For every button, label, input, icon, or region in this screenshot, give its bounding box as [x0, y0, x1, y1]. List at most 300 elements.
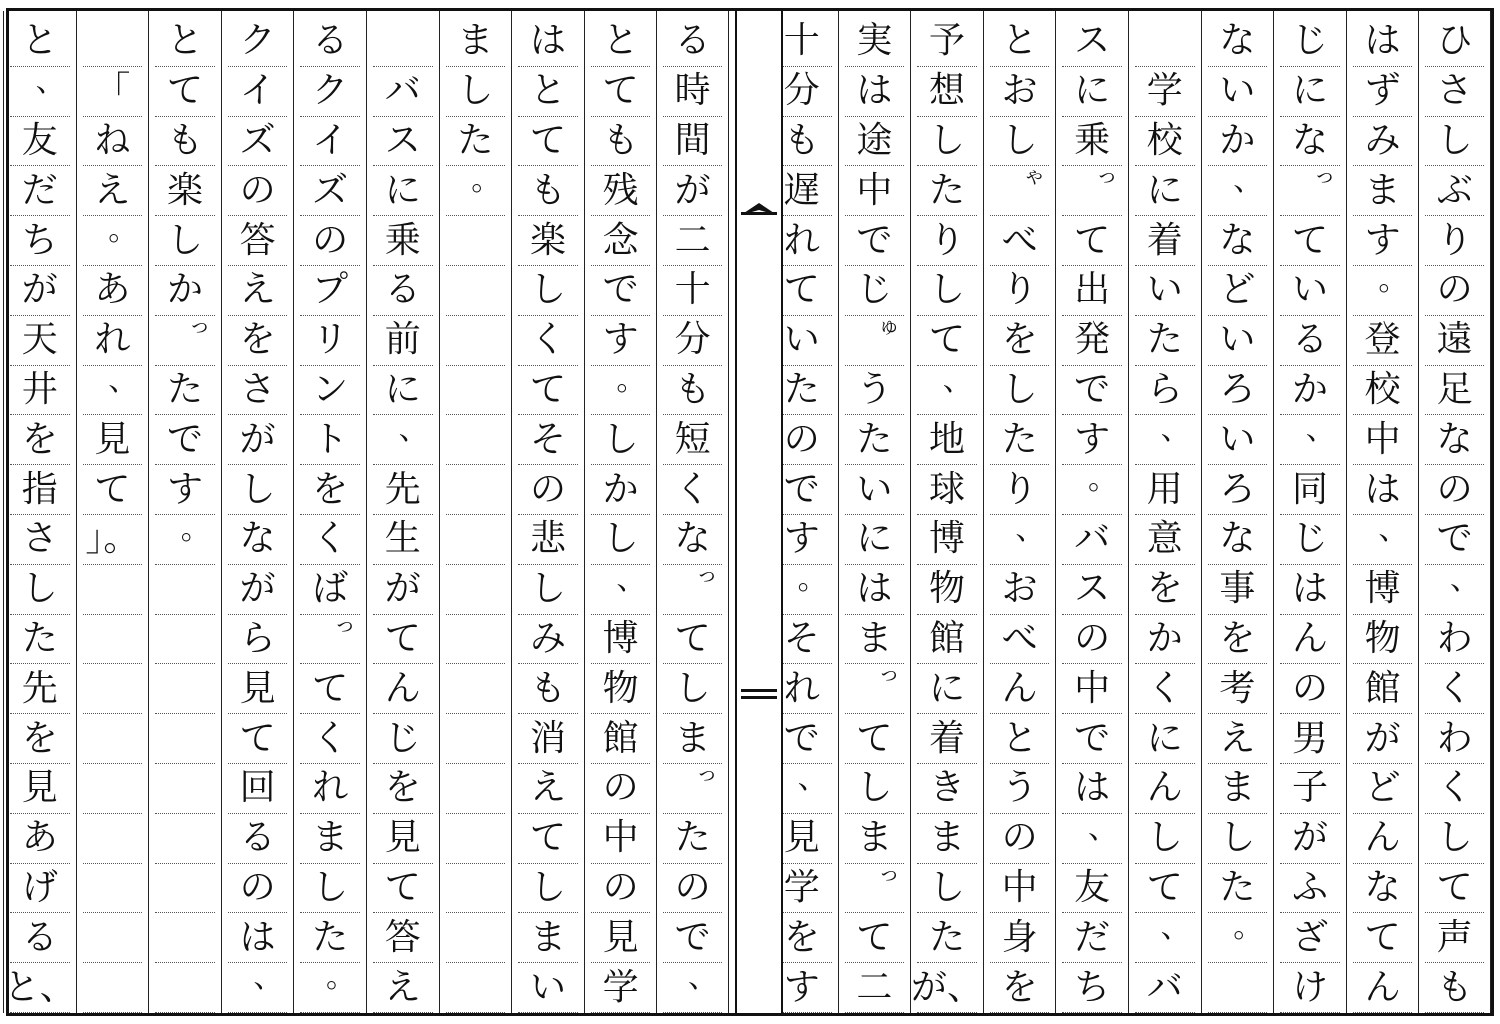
- manuscript-cell: を: [772, 913, 832, 963]
- manuscript-cell: ス: [1062, 17, 1122, 67]
- manuscript-cell: て: [1062, 216, 1122, 266]
- manuscript-cell: さ: [10, 515, 70, 565]
- manuscript-cell: 博: [1353, 565, 1413, 615]
- manuscript-cell: を: [228, 316, 288, 366]
- manuscript-cell: [446, 415, 506, 465]
- manuscript-cell: 着: [1135, 216, 1195, 266]
- manuscript-cell: 物: [1353, 615, 1413, 665]
- manuscript-cell: [446, 913, 506, 963]
- manuscript-cell: く: [518, 316, 578, 366]
- manuscript-cell: る: [228, 814, 288, 864]
- manuscript-cell: 先: [10, 664, 70, 714]
- manuscript-cell: 、: [1208, 166, 1268, 216]
- manuscript-cell: い: [772, 316, 832, 366]
- manuscript-cell: 、: [990, 515, 1050, 565]
- manuscript-cell: た: [446, 117, 506, 167]
- manuscript-cell: [83, 714, 143, 764]
- manuscript-column: [1055, 11, 1128, 1013]
- manuscript-cell: だ: [1062, 913, 1122, 963]
- manuscript-cell: ク: [228, 17, 288, 67]
- manuscript-cell: ま: [1353, 166, 1413, 216]
- manuscript-cell: な: [1208, 17, 1268, 67]
- manuscript-cell: て: [845, 913, 905, 963]
- manuscript-cell: 途: [845, 117, 905, 167]
- manuscript-cell: か: [591, 465, 651, 515]
- manuscript-cell: そ: [518, 415, 578, 465]
- manuscript-cell: て: [228, 714, 288, 764]
- manuscript-cell: 館: [591, 714, 651, 764]
- manuscript-cell: [83, 17, 143, 67]
- manuscript-cell: し: [1208, 814, 1268, 864]
- manuscript-cell: も: [155, 117, 215, 167]
- manuscript-cell: 答: [373, 913, 433, 963]
- manuscript-cell: た: [772, 366, 832, 416]
- manuscript-cell: ふ: [1280, 864, 1340, 914]
- manuscript-cell: 分: [772, 67, 832, 117]
- manuscript-cell: て: [1135, 864, 1195, 914]
- manuscript-cell: リ: [300, 316, 360, 366]
- manuscript-cell: て: [591, 67, 651, 117]
- manuscript-cell: で: [772, 714, 832, 764]
- fold-mark-icon: [741, 203, 777, 215]
- manuscript-cell: 見: [772, 814, 832, 864]
- center-gutter: [735, 11, 783, 1013]
- manuscript-cell: 楽: [155, 166, 215, 216]
- manuscript-cell: じ: [373, 714, 433, 764]
- manuscript-cell: な: [1280, 117, 1340, 167]
- manuscript-cell: 回: [228, 764, 288, 814]
- manuscript-cell: る: [300, 17, 360, 67]
- manuscript-cell: ん: [1353, 963, 1413, 1013]
- manuscript-cell: ま: [446, 17, 506, 67]
- manuscript-cell: ろ: [1208, 465, 1268, 515]
- manuscript-cell: ち: [1062, 963, 1122, 1013]
- manuscript-cell: 学: [591, 963, 651, 1013]
- manuscript-cell: [155, 664, 215, 714]
- manuscript-cell: え: [373, 963, 433, 1013]
- manuscript-cell: っ: [663, 764, 722, 814]
- manuscript-cell: と: [10, 17, 70, 67]
- manuscript-cell: な: [228, 515, 288, 565]
- manuscript-cell: り: [990, 465, 1050, 515]
- manuscript-cell: ま: [518, 913, 578, 963]
- manuscript-cell: て: [83, 465, 143, 515]
- manuscript-cell: ま: [1208, 764, 1268, 814]
- manuscript-cell: 。: [1208, 913, 1268, 963]
- manuscript-cell: と: [990, 714, 1050, 764]
- manuscript-cell: [446, 465, 506, 515]
- manuscript-cell: く: [663, 465, 722, 515]
- manuscript-cell: し: [446, 67, 506, 117]
- manuscript-cell: [83, 864, 143, 914]
- manuscript-cell: 想: [917, 67, 977, 117]
- manuscript-cell: 中: [591, 814, 651, 864]
- manuscript-cell: ど: [1353, 764, 1413, 814]
- manuscript-column: [1418, 11, 1491, 1013]
- manuscript-cell: っ: [300, 615, 360, 665]
- manuscript-cell: に: [917, 664, 977, 714]
- manuscript-cell: [446, 266, 506, 316]
- manuscript-cell: 実: [845, 17, 905, 67]
- manuscript-cell: り: [990, 266, 1050, 316]
- manuscript-cell: り: [917, 216, 977, 266]
- manuscript-cell: 見: [373, 814, 433, 864]
- manuscript-cell: プ: [300, 266, 360, 316]
- manuscript-column: [1201, 11, 1274, 1013]
- manuscript-cell: と: [155, 17, 215, 67]
- manuscript-cell: 出: [1062, 266, 1122, 316]
- manuscript-cell: 、: [1135, 415, 1195, 465]
- manuscript-cell: [446, 565, 506, 615]
- manuscript-cell: し: [917, 864, 977, 914]
- manuscript-cell: れ: [772, 216, 832, 266]
- manuscript-cell: 、: [1353, 515, 1413, 565]
- manuscript-cell: [83, 565, 143, 615]
- manuscript-cell: し: [300, 864, 360, 914]
- manuscript-cell: か: [155, 266, 215, 316]
- manuscript-cell: は: [845, 565, 905, 615]
- manuscript-cell: し: [917, 266, 977, 316]
- manuscript-column: [3, 11, 76, 1013]
- manuscript-cell: え: [1208, 714, 1268, 764]
- manuscript-cell: 用: [1135, 465, 1195, 515]
- manuscript-cell: け: [1280, 963, 1340, 1013]
- manuscript-cell: た: [1208, 864, 1268, 914]
- manuscript-cell: ス: [373, 117, 433, 167]
- manuscript-cell: 球: [917, 465, 977, 515]
- manuscript-cell: [1208, 963, 1268, 1013]
- manuscript-cell: は: [1353, 17, 1413, 67]
- manuscript-cell: は: [1353, 465, 1413, 515]
- manuscript-cell: 。: [155, 515, 215, 565]
- manuscript-cell: 男: [1280, 714, 1340, 764]
- manuscript-cell: 」。: [83, 515, 143, 565]
- manuscript-cell: じ: [845, 266, 905, 316]
- manuscript-cell: ん: [1135, 764, 1195, 814]
- manuscript-cell: て: [518, 814, 578, 864]
- manuscript-cell: い: [1208, 415, 1268, 465]
- manuscript-cell: 、: [1135, 913, 1195, 963]
- manuscript-cell: て: [373, 864, 433, 914]
- manuscript-cell: し: [518, 266, 578, 316]
- manuscript-cell: れ: [772, 664, 832, 714]
- manuscript-cell: 館: [1353, 664, 1413, 714]
- manuscript-cell: く: [300, 515, 360, 565]
- manuscript-cell: 。: [772, 565, 832, 615]
- manuscript-cell: 。: [446, 166, 506, 216]
- manuscript-cell: 同: [1280, 465, 1340, 515]
- manuscript-cell: 登: [1353, 316, 1413, 366]
- manuscript-cell: 間: [663, 117, 722, 167]
- manuscript-cell: す: [1353, 216, 1413, 266]
- manuscript-cell: た: [845, 415, 905, 465]
- manuscript-cell: て: [917, 316, 977, 366]
- manuscript-cell: す: [772, 515, 832, 565]
- manuscript-column: [76, 11, 149, 1013]
- manuscript-cell: 校: [1135, 117, 1195, 167]
- manuscript-cell: み: [518, 615, 578, 665]
- manuscript-cell: 考: [1208, 664, 1268, 714]
- manuscript-cell: バ: [1062, 515, 1122, 565]
- manuscript-cell: ろ: [1208, 366, 1268, 416]
- manuscript-cell: も: [591, 117, 651, 167]
- manuscript-cell: も: [1425, 963, 1484, 1013]
- manuscript-cell: 。: [1353, 266, 1413, 316]
- manuscript-cell: ま: [845, 615, 905, 665]
- manuscript-cell: と: [990, 17, 1050, 67]
- manuscript-cell: も: [772, 117, 832, 167]
- manuscript-cell: [446, 963, 506, 1013]
- manuscript-cell: 「: [83, 67, 143, 117]
- manuscript-cell: の: [518, 465, 578, 515]
- manuscript-cell: を: [10, 714, 70, 764]
- manuscript-cell: の: [663, 864, 722, 914]
- manuscript-cell: 発: [1062, 316, 1122, 366]
- manuscript-cell: し: [591, 515, 651, 565]
- manuscript-cell: た: [155, 366, 215, 416]
- manuscript-cell: ん: [990, 664, 1050, 714]
- manuscript-cell: 短: [663, 415, 722, 465]
- manuscript-cell: 予: [917, 17, 977, 67]
- manuscript-cell: で: [845, 216, 905, 266]
- manuscript-cell: 前: [373, 316, 433, 366]
- manuscript-cell: で: [772, 465, 832, 515]
- manuscript-cell: [155, 615, 215, 665]
- manuscript-cell: に: [373, 166, 433, 216]
- manuscript-cell: る: [10, 913, 70, 963]
- manuscript-cell: の: [591, 864, 651, 914]
- manuscript-cell: 二: [663, 216, 722, 266]
- manuscript-cell: お: [990, 67, 1050, 117]
- manuscript-column: [838, 11, 911, 1013]
- manuscript-cell: 声: [1425, 913, 1484, 963]
- manuscript-cell: に: [1135, 166, 1195, 216]
- manuscript-cell: し: [990, 366, 1050, 416]
- manuscript-column: [366, 11, 439, 1013]
- manuscript-column: [439, 11, 512, 1013]
- manuscript-cell: 足: [1425, 366, 1484, 416]
- manuscript-cell: [155, 814, 215, 864]
- manuscript-cell: た: [917, 913, 977, 963]
- manuscript-cell: え: [83, 166, 143, 216]
- manuscript-cell: で: [155, 415, 215, 465]
- manuscript-cell: は: [845, 67, 905, 117]
- manuscript-cell: 地: [917, 415, 977, 465]
- manuscript-cell: 学: [1135, 67, 1195, 117]
- manuscript-cell: 見: [10, 764, 70, 814]
- manuscript-cell: イ: [300, 117, 360, 167]
- manuscript-cell: 。: [300, 963, 360, 1013]
- manuscript-cell: く: [1135, 664, 1195, 714]
- manuscript-cell: す: [772, 963, 832, 1013]
- manuscript-cell: の: [990, 814, 1050, 864]
- manuscript-cell: 先: [373, 465, 433, 515]
- manuscript-cell: 悲: [518, 515, 578, 565]
- manuscript-cell: 時: [663, 67, 722, 117]
- manuscript-cell: が: [663, 166, 722, 216]
- manuscript-cell: ン: [300, 366, 360, 416]
- manuscript-cell: ゅ: [845, 316, 905, 366]
- manuscript-cell: て: [518, 366, 578, 416]
- manuscript-cell: 中: [990, 864, 1050, 914]
- manuscript-cell: 乗: [1062, 117, 1122, 167]
- manuscript-cell: の: [300, 216, 360, 266]
- manuscript-cell: て: [772, 266, 832, 316]
- manuscript-cell: を: [1208, 615, 1268, 665]
- manuscript-cell: さ: [228, 366, 288, 416]
- manuscript-cell: 、: [1062, 814, 1122, 864]
- manuscript-cell: 子: [1280, 764, 1340, 814]
- manuscript-cell: し: [1425, 117, 1484, 167]
- manuscript-cell: て: [518, 117, 578, 167]
- manuscript-cell: ざ: [1280, 913, 1340, 963]
- manuscript-cell: ど: [1208, 266, 1268, 316]
- manuscript-cell: い: [1135, 266, 1195, 316]
- manuscript-cell: で: [1425, 515, 1484, 565]
- manuscript-cell: え: [518, 764, 578, 814]
- manuscript-cell: [155, 913, 215, 963]
- manuscript-cell: 、: [1280, 415, 1340, 465]
- manuscript-cell: く: [1425, 764, 1484, 814]
- manuscript-cell: を: [300, 465, 360, 515]
- manuscript-cell: 。: [83, 216, 143, 266]
- manuscript-cell: て: [155, 67, 215, 117]
- manuscript-cell: て: [373, 615, 433, 665]
- manuscript-cell: バ: [1135, 963, 1195, 1013]
- manuscript-cell: く: [300, 714, 360, 764]
- manuscript-cell: い: [1208, 316, 1268, 366]
- manuscript-cell: る: [1280, 316, 1340, 366]
- manuscript-cell: が: [10, 266, 70, 316]
- manuscript-cell: に: [845, 515, 905, 565]
- manuscript-cell: っ: [663, 565, 722, 615]
- manuscript-cell: [446, 814, 506, 864]
- manuscript-cell: ス: [1062, 565, 1122, 615]
- manuscript-cell: の: [228, 166, 288, 216]
- manuscript-cell: に: [1135, 714, 1195, 764]
- manuscript-cell: ま: [845, 814, 905, 864]
- manuscript-cell: そ: [772, 615, 832, 665]
- manuscript-cell: 見: [83, 415, 143, 465]
- manuscript-column: [983, 11, 1056, 1013]
- manuscript-cell: が、: [917, 963, 977, 1013]
- manuscript-cell: い: [1208, 67, 1268, 117]
- manuscript-cell: お: [990, 565, 1050, 615]
- manuscript-cell: 物: [917, 565, 977, 615]
- manuscript-cell: [83, 615, 143, 665]
- manuscript-cell: 二: [845, 963, 905, 1013]
- manuscript-column: [1128, 11, 1201, 1013]
- manuscript-cell: た: [917, 166, 977, 216]
- manuscript-column: [511, 11, 584, 1013]
- manuscript-cell: っ: [845, 664, 905, 714]
- manuscript-cell: さ: [1425, 67, 1484, 117]
- manuscript-cell: 意: [1135, 515, 1195, 565]
- manuscript-cell: 見: [228, 664, 288, 714]
- manuscript-cell: [83, 913, 143, 963]
- manuscript-cell: し: [518, 565, 578, 615]
- manuscript-cell: し: [10, 565, 70, 615]
- manuscript-cell: て: [845, 714, 905, 764]
- manuscript-cell: 中: [1062, 664, 1122, 714]
- manuscript-cell: し: [228, 465, 288, 515]
- manuscript-cell: 、: [917, 366, 977, 416]
- manuscript-cell: た: [1135, 316, 1195, 366]
- manuscript-cell: と: [591, 17, 651, 67]
- manuscript-cell: な: [1208, 216, 1268, 266]
- manuscript-cell: を: [990, 316, 1050, 366]
- manuscript-cell: の: [772, 415, 832, 465]
- manuscript-cell: ズ: [300, 166, 360, 216]
- manuscript-cell: し: [990, 117, 1050, 167]
- manuscript-cell: ら: [228, 615, 288, 665]
- manuscript-cell: 消: [518, 714, 578, 764]
- manuscript-cell: の: [1280, 664, 1340, 714]
- manuscript-cell: 校: [1353, 366, 1413, 416]
- manuscript-cell: あ: [83, 266, 143, 316]
- manuscript-cell: 、: [663, 963, 722, 1013]
- manuscript-cell: バ: [373, 67, 433, 117]
- manuscript-cell: 十: [663, 266, 722, 316]
- manuscript-cell: す: [155, 465, 215, 515]
- manuscript-cell: て: [1353, 913, 1413, 963]
- manuscript-cell: 分: [663, 316, 722, 366]
- manuscript-cell: れ: [300, 764, 360, 814]
- manuscript-cell: 学: [772, 864, 832, 914]
- manuscript-cell: ま: [663, 714, 722, 764]
- manuscript-cell: た: [300, 913, 360, 963]
- manuscript-cell: れ: [83, 316, 143, 366]
- manuscript-cell: [373, 17, 433, 67]
- manuscript-cell: す: [1062, 415, 1122, 465]
- manuscript-cell: し: [1425, 814, 1484, 864]
- manuscript-cell: て: [1280, 216, 1340, 266]
- manuscript-cell: と、: [10, 963, 70, 1013]
- center-line-mark: [741, 689, 777, 699]
- manuscript-cell: し: [917, 117, 977, 167]
- manuscript-cell: か: [1135, 615, 1195, 665]
- manuscript-cell: し: [1135, 814, 1195, 864]
- manuscript-cell: 楽: [518, 216, 578, 266]
- manuscript-cell: [83, 664, 143, 714]
- manuscript-cell: わ: [1425, 714, 1484, 764]
- manuscript-cell: 博: [591, 615, 651, 665]
- manuscript-cell: る: [373, 266, 433, 316]
- manuscript-cell: く: [1425, 664, 1484, 714]
- manuscript-cell: わ: [1425, 615, 1484, 665]
- manuscript-sheet: [3, 8, 1494, 1016]
- manuscript-cell: 遅: [772, 166, 832, 216]
- manuscript-cell: 着: [917, 714, 977, 764]
- manuscript-cell: 十: [772, 17, 832, 67]
- manuscript-cell: 井: [10, 366, 70, 416]
- manuscript-cell: は: [1062, 764, 1122, 814]
- manuscript-cell: っ: [155, 316, 215, 366]
- manuscript-cell: 見: [591, 913, 651, 963]
- manuscript-cell: ま: [300, 814, 360, 864]
- manuscript-cell: 友: [1062, 864, 1122, 914]
- manuscript-cell: [446, 764, 506, 814]
- manuscript-cell: 残: [591, 166, 651, 216]
- manuscript-cell: う: [990, 764, 1050, 814]
- manuscript-cell: で: [1062, 366, 1122, 416]
- manuscript-cell: 中: [1353, 415, 1413, 465]
- manuscript-cell: ば: [300, 565, 360, 615]
- manuscript-cell: の: [228, 864, 288, 914]
- manuscript-cell: う: [845, 366, 905, 416]
- manuscript-cell: た: [663, 814, 722, 864]
- manuscript-cell: ゃ: [990, 166, 1050, 216]
